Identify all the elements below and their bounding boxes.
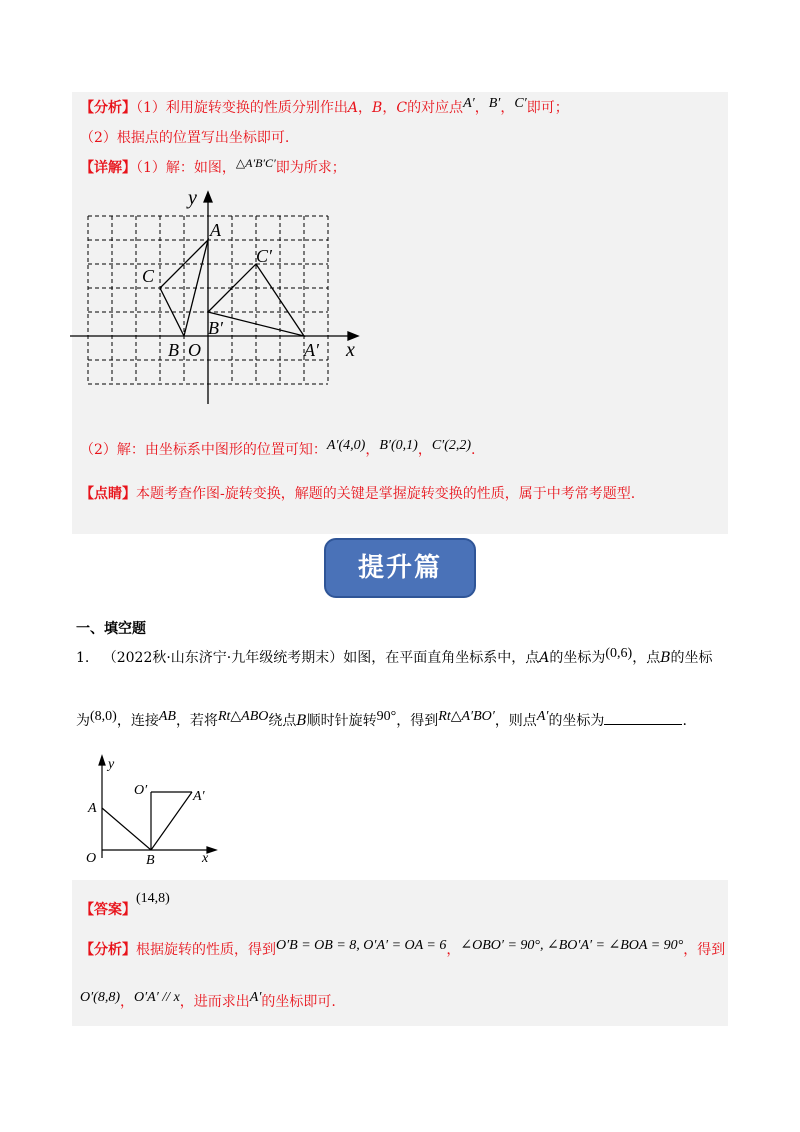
label-Ap: A′ — [304, 340, 319, 360]
fig2-label-A: A — [88, 801, 97, 816]
section-title: 一、填空题 — [76, 621, 146, 637]
label-O: O — [188, 340, 201, 360]
figure-2-rotation — [76, 752, 226, 870]
label-A: A — [210, 220, 221, 240]
fig2-axes — [99, 756, 216, 858]
fig2-label-Op: O′ — [134, 783, 148, 798]
label-Cp: C′ — [256, 246, 272, 266]
analysis-line-1: 【分析】（1）利用旋转变换的性质分别作出A，B，C的对应点A′，B′，C′即可； — [80, 96, 569, 116]
label-Bp: B′ — [208, 318, 223, 338]
fig2-label-B: B — [146, 853, 155, 868]
question-1-line-1: 1. （2022秋·山东济宁·九年级统考期末）如图，在平面直角坐标系中，点A的坐标为(0,6)，点B的坐标 — [76, 646, 713, 666]
fig2-shapes — [102, 792, 192, 850]
answer-blank[interactable] — [604, 710, 682, 725]
label-B: B — [168, 340, 179, 360]
figure-1-coordinate-grid — [70, 186, 370, 411]
label-C: C — [142, 266, 155, 286]
fig2-label-x: x — [202, 851, 209, 866]
section-banner: 提升篇 — [324, 538, 476, 598]
answer-line: 【答案】(14,8) — [80, 891, 170, 918]
fig2-label-O: O — [86, 851, 97, 866]
label-x: x — [346, 339, 355, 361]
analysis2-line-2: O′(8,8)，O′A′ // x，进而求出A′的坐标即可. — [80, 990, 336, 1010]
part2-line: （2）解：由坐标系中图形的位置可知：A′(4,0)，B′(0,1)，C′(2,2). — [80, 438, 476, 458]
fig2-label-Ap: A′ — [193, 789, 205, 804]
fig2-label-y: y — [108, 757, 115, 772]
question-1-line-2: 为(8,0)，连接AB，若将Rt△ABO绕点B顺时针旋转90°，得到Rt△A′BO′，则点A′的坐标为 . — [76, 709, 687, 729]
label-y: y — [188, 187, 197, 209]
detail-line: 【详解】（1）解：如图，△A′B′C′即为所求； — [80, 156, 346, 176]
remark-line: 【点睛】本题考查作图-旋转变换，解题的关键是掌握旋转变换的性质，属于中考常考题型. — [80, 486, 636, 502]
analysis-line-2: （2）根据点的位置写出坐标即可. — [80, 130, 290, 146]
analysis2-line-1: 【分析】根据旋转的性质，得到O′B = OB = 8, O′A′ = OA = 6，∠OBO′ = 90°, ∠BO′A′ = ∠BOA = 90°，得到 — [80, 938, 726, 958]
